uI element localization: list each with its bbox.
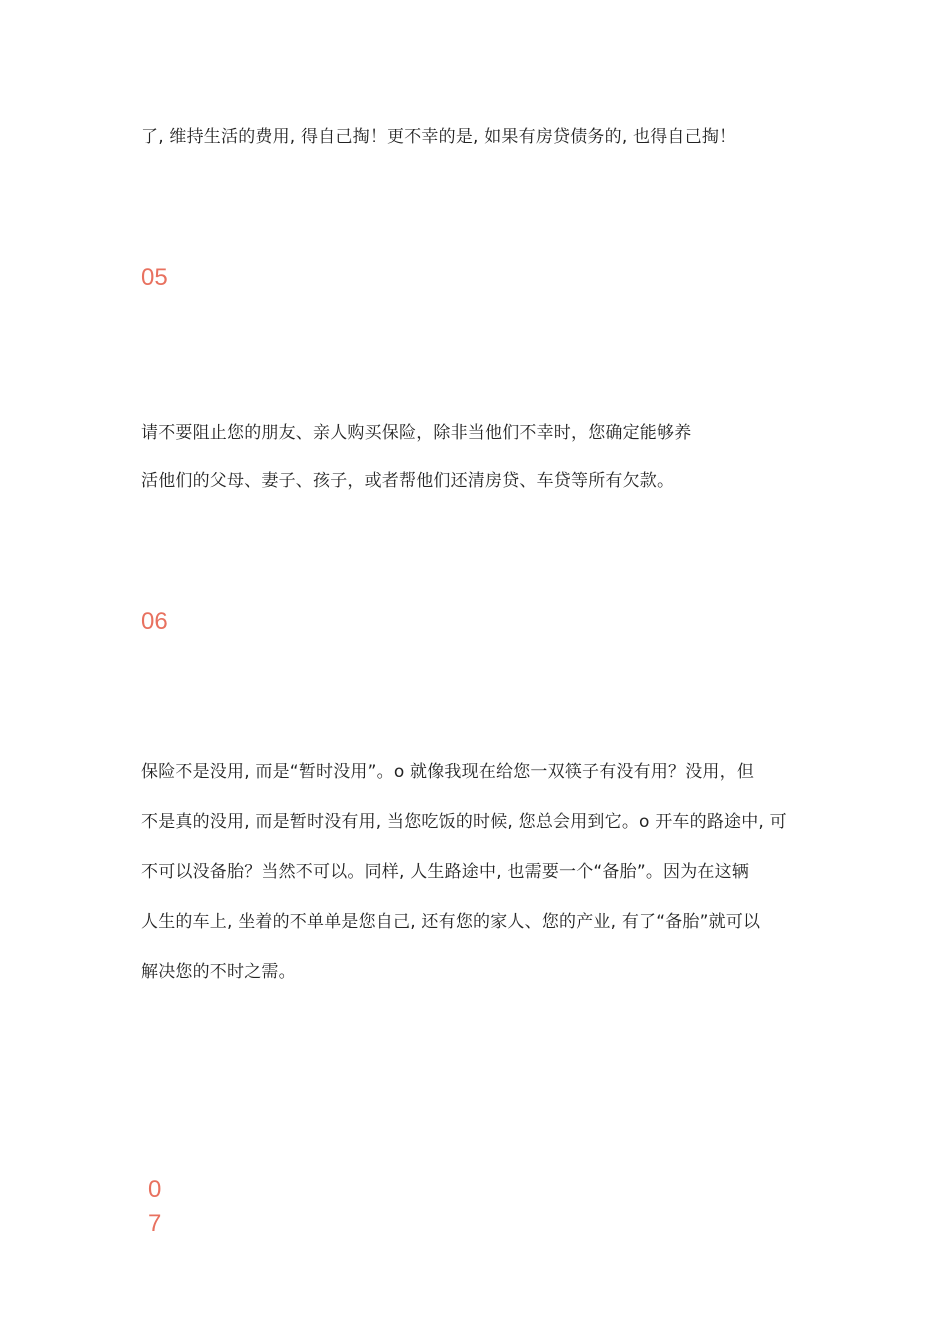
paragraph-line: 请不要阻止您的朋友、亲人购买保险，除非当他们不幸时，您确定能够养: [141, 423, 692, 443]
section-number-07-digit-7: 7: [148, 1210, 162, 1237]
paragraph-line: 解决您的不时之需。: [141, 962, 296, 982]
section-number-05: 05: [141, 264, 168, 291]
section-number-06: 06: [141, 608, 168, 635]
paragraph-line: 人生的车上, 坐着的不单单是您自己, 还有您的家人、您的产业, 有了“备胎”就可以: [141, 912, 761, 932]
paragraph-line: 不可以没备胎？当然不可以。同样, 人生路途中, 也需要一个“备胎”。因为在这辆: [141, 862, 750, 882]
paragraph-line: 保险不是没用, 而是“暂时没用”。o 就像我现在给您一双筷子有没有用？没用，但: [141, 762, 755, 782]
intro-line-1: 了, 维持生活的费用, 得自己掏！更不幸的是, 如果有房贷债务的, 也得自己掏！: [141, 127, 737, 147]
paragraph-line: 不是真的没用, 而是暂时没有用, 当您吃饭的时候, 您总会用到它。o 开车的路途中, 可: [141, 812, 787, 832]
paragraph-line: 活他们的父母、妻子、孩子，或者帮他们还清房贷、车贷等所有欠款。: [141, 471, 675, 491]
section-number-07-digit-0: 0: [148, 1176, 162, 1203]
